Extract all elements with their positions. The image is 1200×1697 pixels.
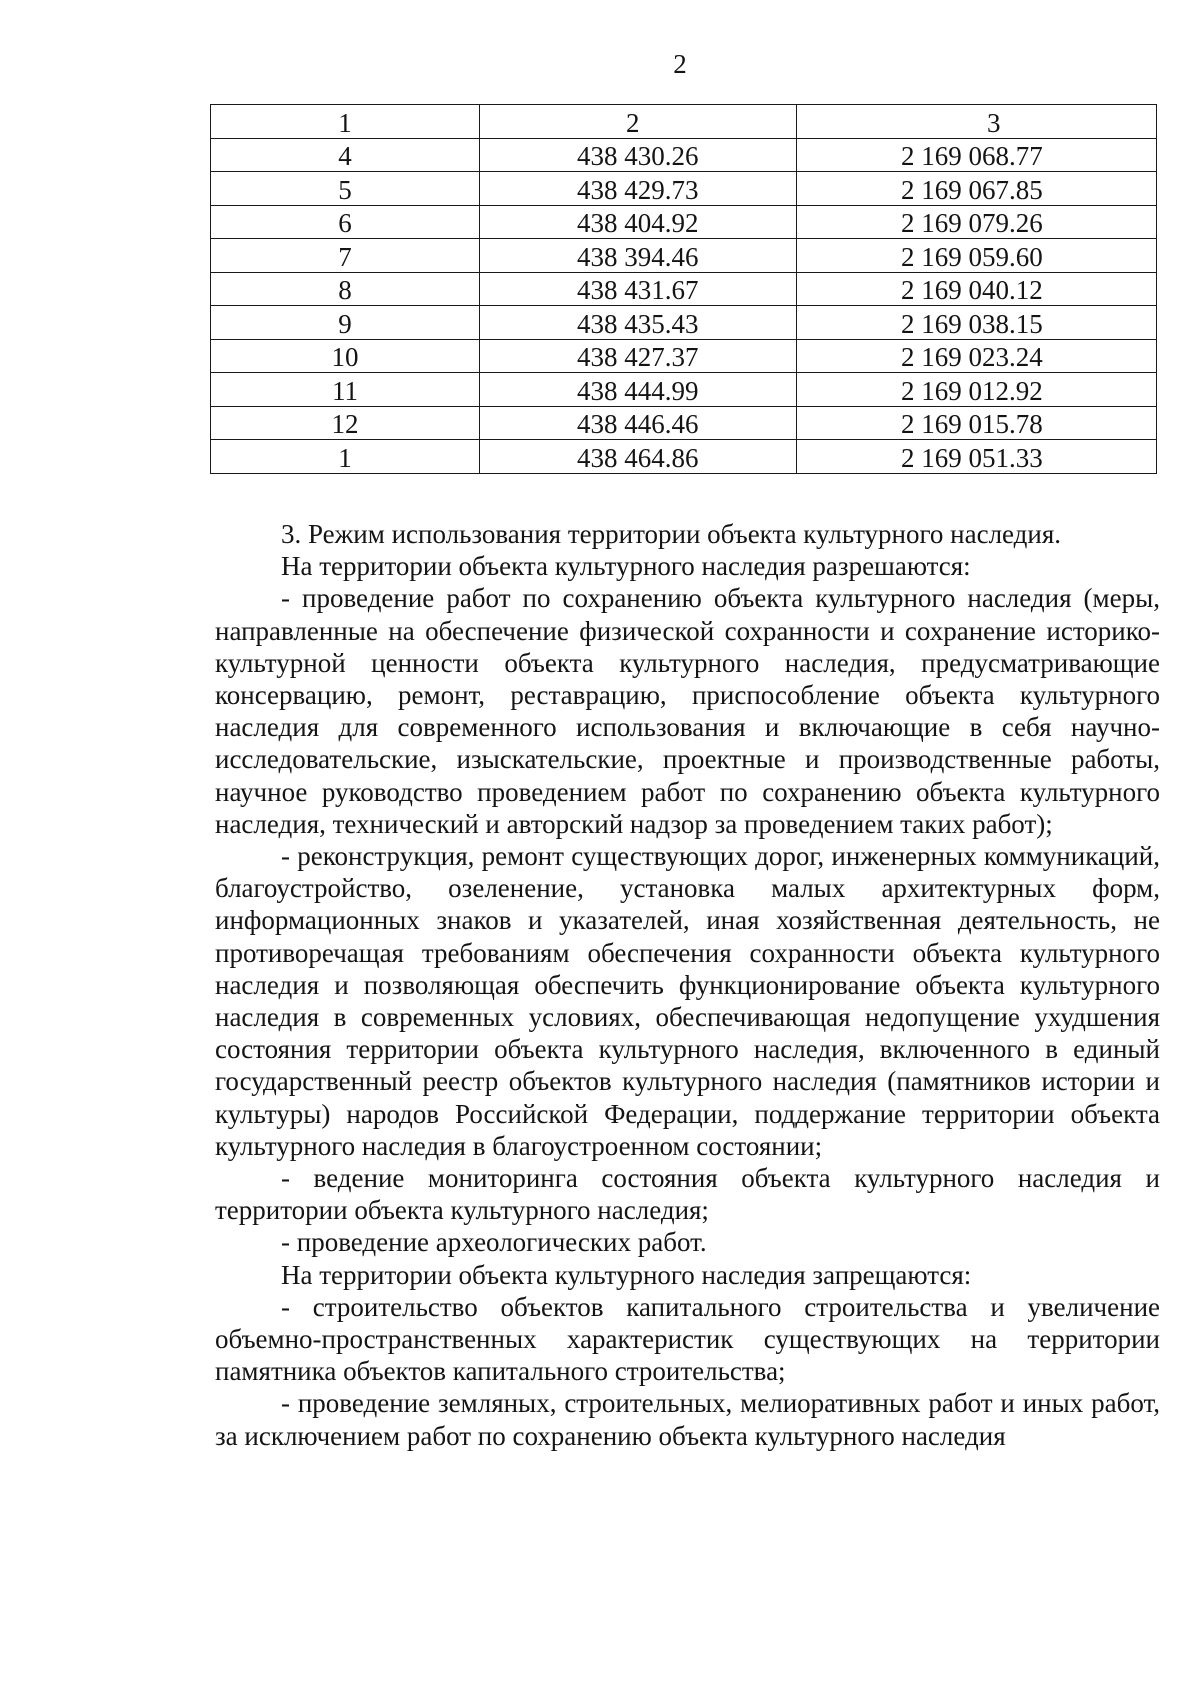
point-number-cell: 9 [211,306,480,340]
x-coordinate-cell: 438 394.46 [480,239,797,273]
paragraph-reconstruction: - реконструкция, ремонт существующих дорог, инженерных коммуникаций, благоустройство, озеленение, установка малых архитектурных форм, информационных знаков и указателей, иная хозяйственная деятельность, не противоречащая требованиям обеспечения сохранности объекта культурного наследия и позволяющая обеспечить функционирование объекта культурного наследия в современных условиях, обеспечивающая недопущение ухудшения состояния территории объекта культурного наследия, включенного в единый государственный реестр объектов культурного наследия (памятников истории и культуры) народов Российской Федерации, поддержание территории объекта культурного наследия в благоустроенном состоянии; [215,841,1160,1161]
point-number-cell: 12 [211,406,480,440]
point-number-cell: 10 [211,339,480,373]
x-coordinate-cell: 438 429.73 [480,172,797,206]
column-header-x: 2 [480,105,797,139]
table-row [211,205,1157,239]
y-coordinate-cell: 2 169 079.26 [797,205,1157,239]
y-coordinate-cell: 2 169 015.78 [797,406,1157,440]
table-body [211,138,1157,473]
x-coordinate-cell: 438 431.67 [480,272,797,306]
x-coordinate-cell: 438 435.43 [480,306,797,340]
table-row [211,138,1157,172]
paragraph-earthworks-ban: - проведение земляных, строительных, мелиоративных работ и иных работ, за исключением работ по сохранению объекта культурного наследия [215,1388,1160,1451]
page-number: 2 [673,49,687,79]
table-header-row [211,105,1157,139]
paragraph-monitoring: - ведение мониторинга состояния объекта культурного наследия и территории объекта культурного наследия; [215,1163,1160,1226]
y-coordinate-cell: 2 169 040.12 [797,272,1157,306]
table-row [211,172,1157,206]
coordinates-table [210,104,1157,474]
paragraph-prohibited-intro: На территории объекта культурного наследия запрещаются: [281,1259,972,1290]
y-coordinate-cell: 2 169 012.92 [797,373,1157,407]
table-row [211,440,1157,474]
point-number-cell: 6 [211,205,480,239]
table-row [211,272,1157,306]
y-coordinate-cell: 2 169 023.24 [797,339,1157,373]
column-header-y: 3 [797,105,1157,139]
y-coordinate-cell: 2 169 059.60 [797,239,1157,273]
paragraph-archaeology: - проведение археологических работ. [281,1227,707,1258]
x-coordinate-cell: 438 444.99 [480,373,797,407]
x-coordinate-cell: 438 427.37 [480,339,797,373]
table-row [211,339,1157,373]
y-coordinate-cell: 2 169 067.85 [797,172,1157,206]
y-coordinate-cell: 2 169 068.77 [797,138,1157,172]
paragraph-preservation-works: - проведение работ по сохранению объекта культурного наследия (меры, направленные на обеспечение физической сохранности и сохранение историко-культурной ценности объекта культурного наследия, предусматривающие консервацию, ремонт, реставрацию, приспособление объекта культурного наследия для современного использования и включающие в себя научно-исследовательские, изыскательские, проектные и производственные работы, научное руководство проведением работ по сохранению объекта культурного наследия, технический и авторский надзор за проведением таких работ); [215,583,1160,839]
table-row [211,239,1157,273]
paragraph-construction-ban: - строительство объектов капитального строительства и увеличение объемно-пространственных характеристик существующих на территории памятника объектов капитального строительства; [215,1291,1160,1387]
column-header-point: 1 [211,105,480,139]
x-coordinate-cell: 438 404.92 [480,205,797,239]
point-number-cell: 8 [211,272,480,306]
table-row [211,373,1157,407]
document-body [215,518,1160,1452]
x-coordinate-cell: 438 430.26 [480,138,797,172]
y-coordinate-cell: 2 169 051.33 [797,440,1157,474]
point-number-cell: 11 [211,373,480,407]
section-heading: 3. Режим использования территории объекта культурного наследия. [281,519,1062,549]
table-row [211,306,1157,340]
point-number-cell: 1 [211,440,480,474]
point-number-cell: 5 [211,172,480,206]
paragraph-allowed-intro: На территории объекта культурного наследия разрешаются: [281,551,971,582]
table-row [211,406,1157,440]
x-coordinate-cell: 438 446.46 [480,406,797,440]
x-coordinate-cell: 438 464.86 [480,440,797,474]
y-coordinate-cell: 2 169 038.15 [797,306,1157,340]
point-number-cell: 7 [211,239,480,273]
point-number-cell: 4 [211,138,480,172]
